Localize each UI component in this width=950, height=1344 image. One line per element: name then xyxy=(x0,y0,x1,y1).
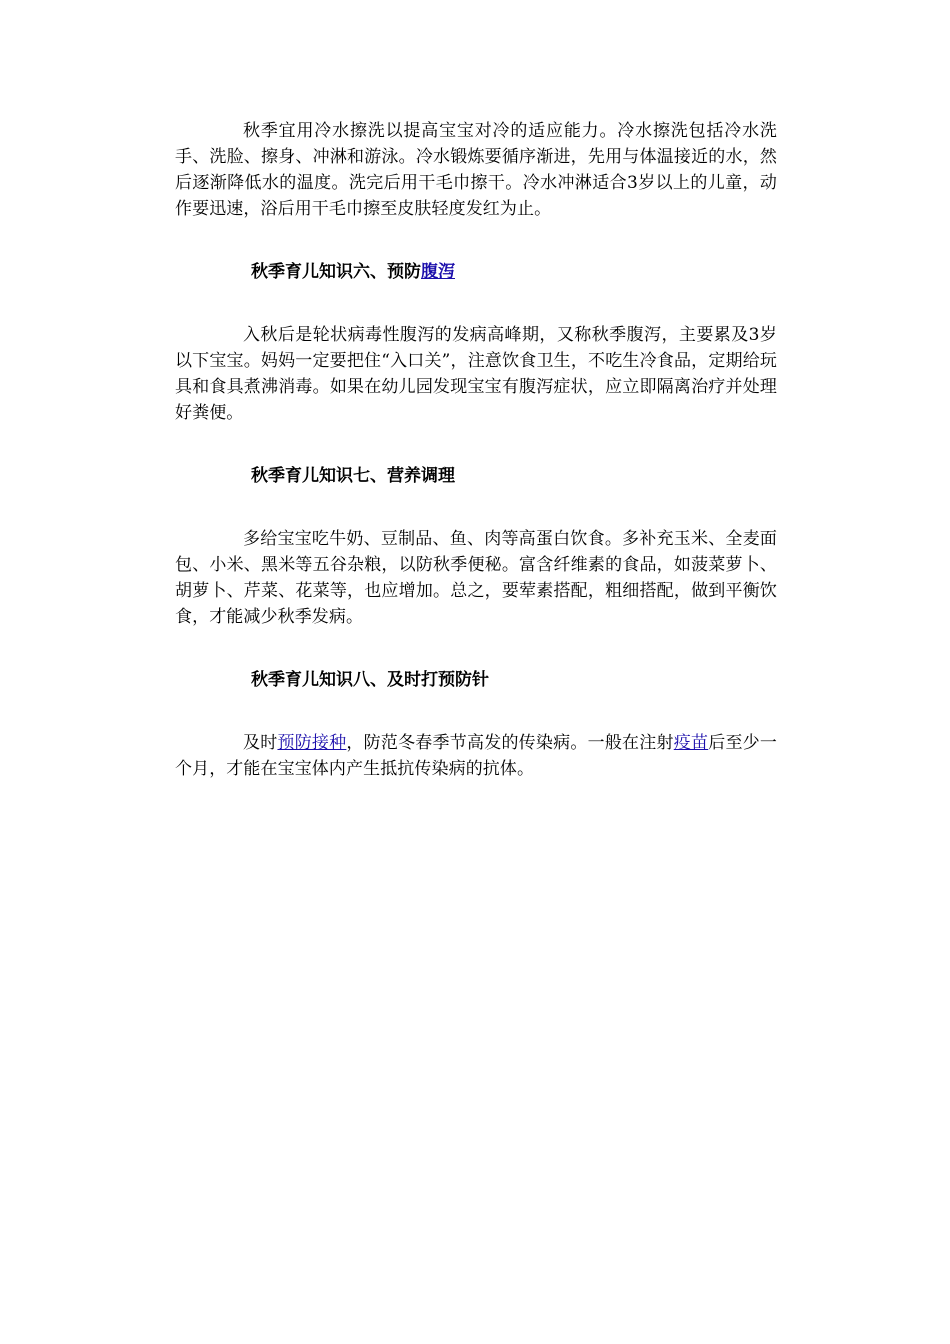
link-vaccine[interactable]: 疫苗 xyxy=(673,733,709,753)
spacer xyxy=(175,489,777,526)
vaccination-text-3: 后至少一个月，才能在宝宝体内产生抵抗传染病的抗体。 xyxy=(175,733,778,779)
heading-section-six xyxy=(175,259,777,285)
link-diarrhea[interactable]: 腹泻 xyxy=(421,262,455,282)
vaccination-text-2: ，防范冬春季节高发的传染病。一般在注射 xyxy=(346,733,674,753)
paragraph-cold-water: 秋季宜用冷水擦洗以提高宝宝对冷的适应能力。冷水擦洗包括冷水洗手、洗脸、擦身、冲淋和游泳。冷水锻炼要循序渐进，先用与体温接近的水，然后逐渐降低水的温度。洗完后用干毛巾擦干。冷水冲淋适合3岁以上的儿童，动作要迅速，浴后用干毛巾擦至皮肤轻度发红为止。 xyxy=(175,121,777,219)
paragraph-nutrition: 多给宝宝吃牛奶、豆制品、鱼、肉等高蛋白饮食。多补充玉米、全麦面包、小米、黑米等五谷杂粮，以防秋季便秘。富含纤维素的食品，如菠菜萝卜、胡萝卜、芹菜、花菜等，也应增加。总之，要荤素搭配，粗细搭配，做到平衡饮食，才能减少秋季发病。 xyxy=(175,529,777,627)
heading-section-seven: 秋季育儿知识七、营养调理 xyxy=(251,466,455,486)
heading-section-eight: 秋季育儿知识八、及时打预防针 xyxy=(251,670,489,690)
document-page xyxy=(175,118,777,782)
link-vaccination[interactable]: 预防接种 xyxy=(277,733,347,753)
vaccination-text-1: 及时 xyxy=(243,733,278,753)
paragraph-vaccination xyxy=(175,730,777,782)
spacer xyxy=(175,693,777,730)
heading-six-text: 秋季育儿知识六、预防 xyxy=(251,262,421,282)
spacer xyxy=(175,222,777,259)
spacer xyxy=(175,426,777,463)
paragraph-diarrhea: 入秋后是轮状病毒性腹泻的发病高峰期，又称秋季腹泻，主要累及3岁以下宝宝。妈妈一定要把住“入口关”，注意饮食卫生，不吃生冷食品，定期给玩具和食具煮沸消毒。如果在幼儿园发现宝宝有腹泻症状，应立即隔离治疗并处理好粪便。 xyxy=(175,325,777,423)
spacer xyxy=(175,630,777,667)
spacer xyxy=(175,285,777,322)
